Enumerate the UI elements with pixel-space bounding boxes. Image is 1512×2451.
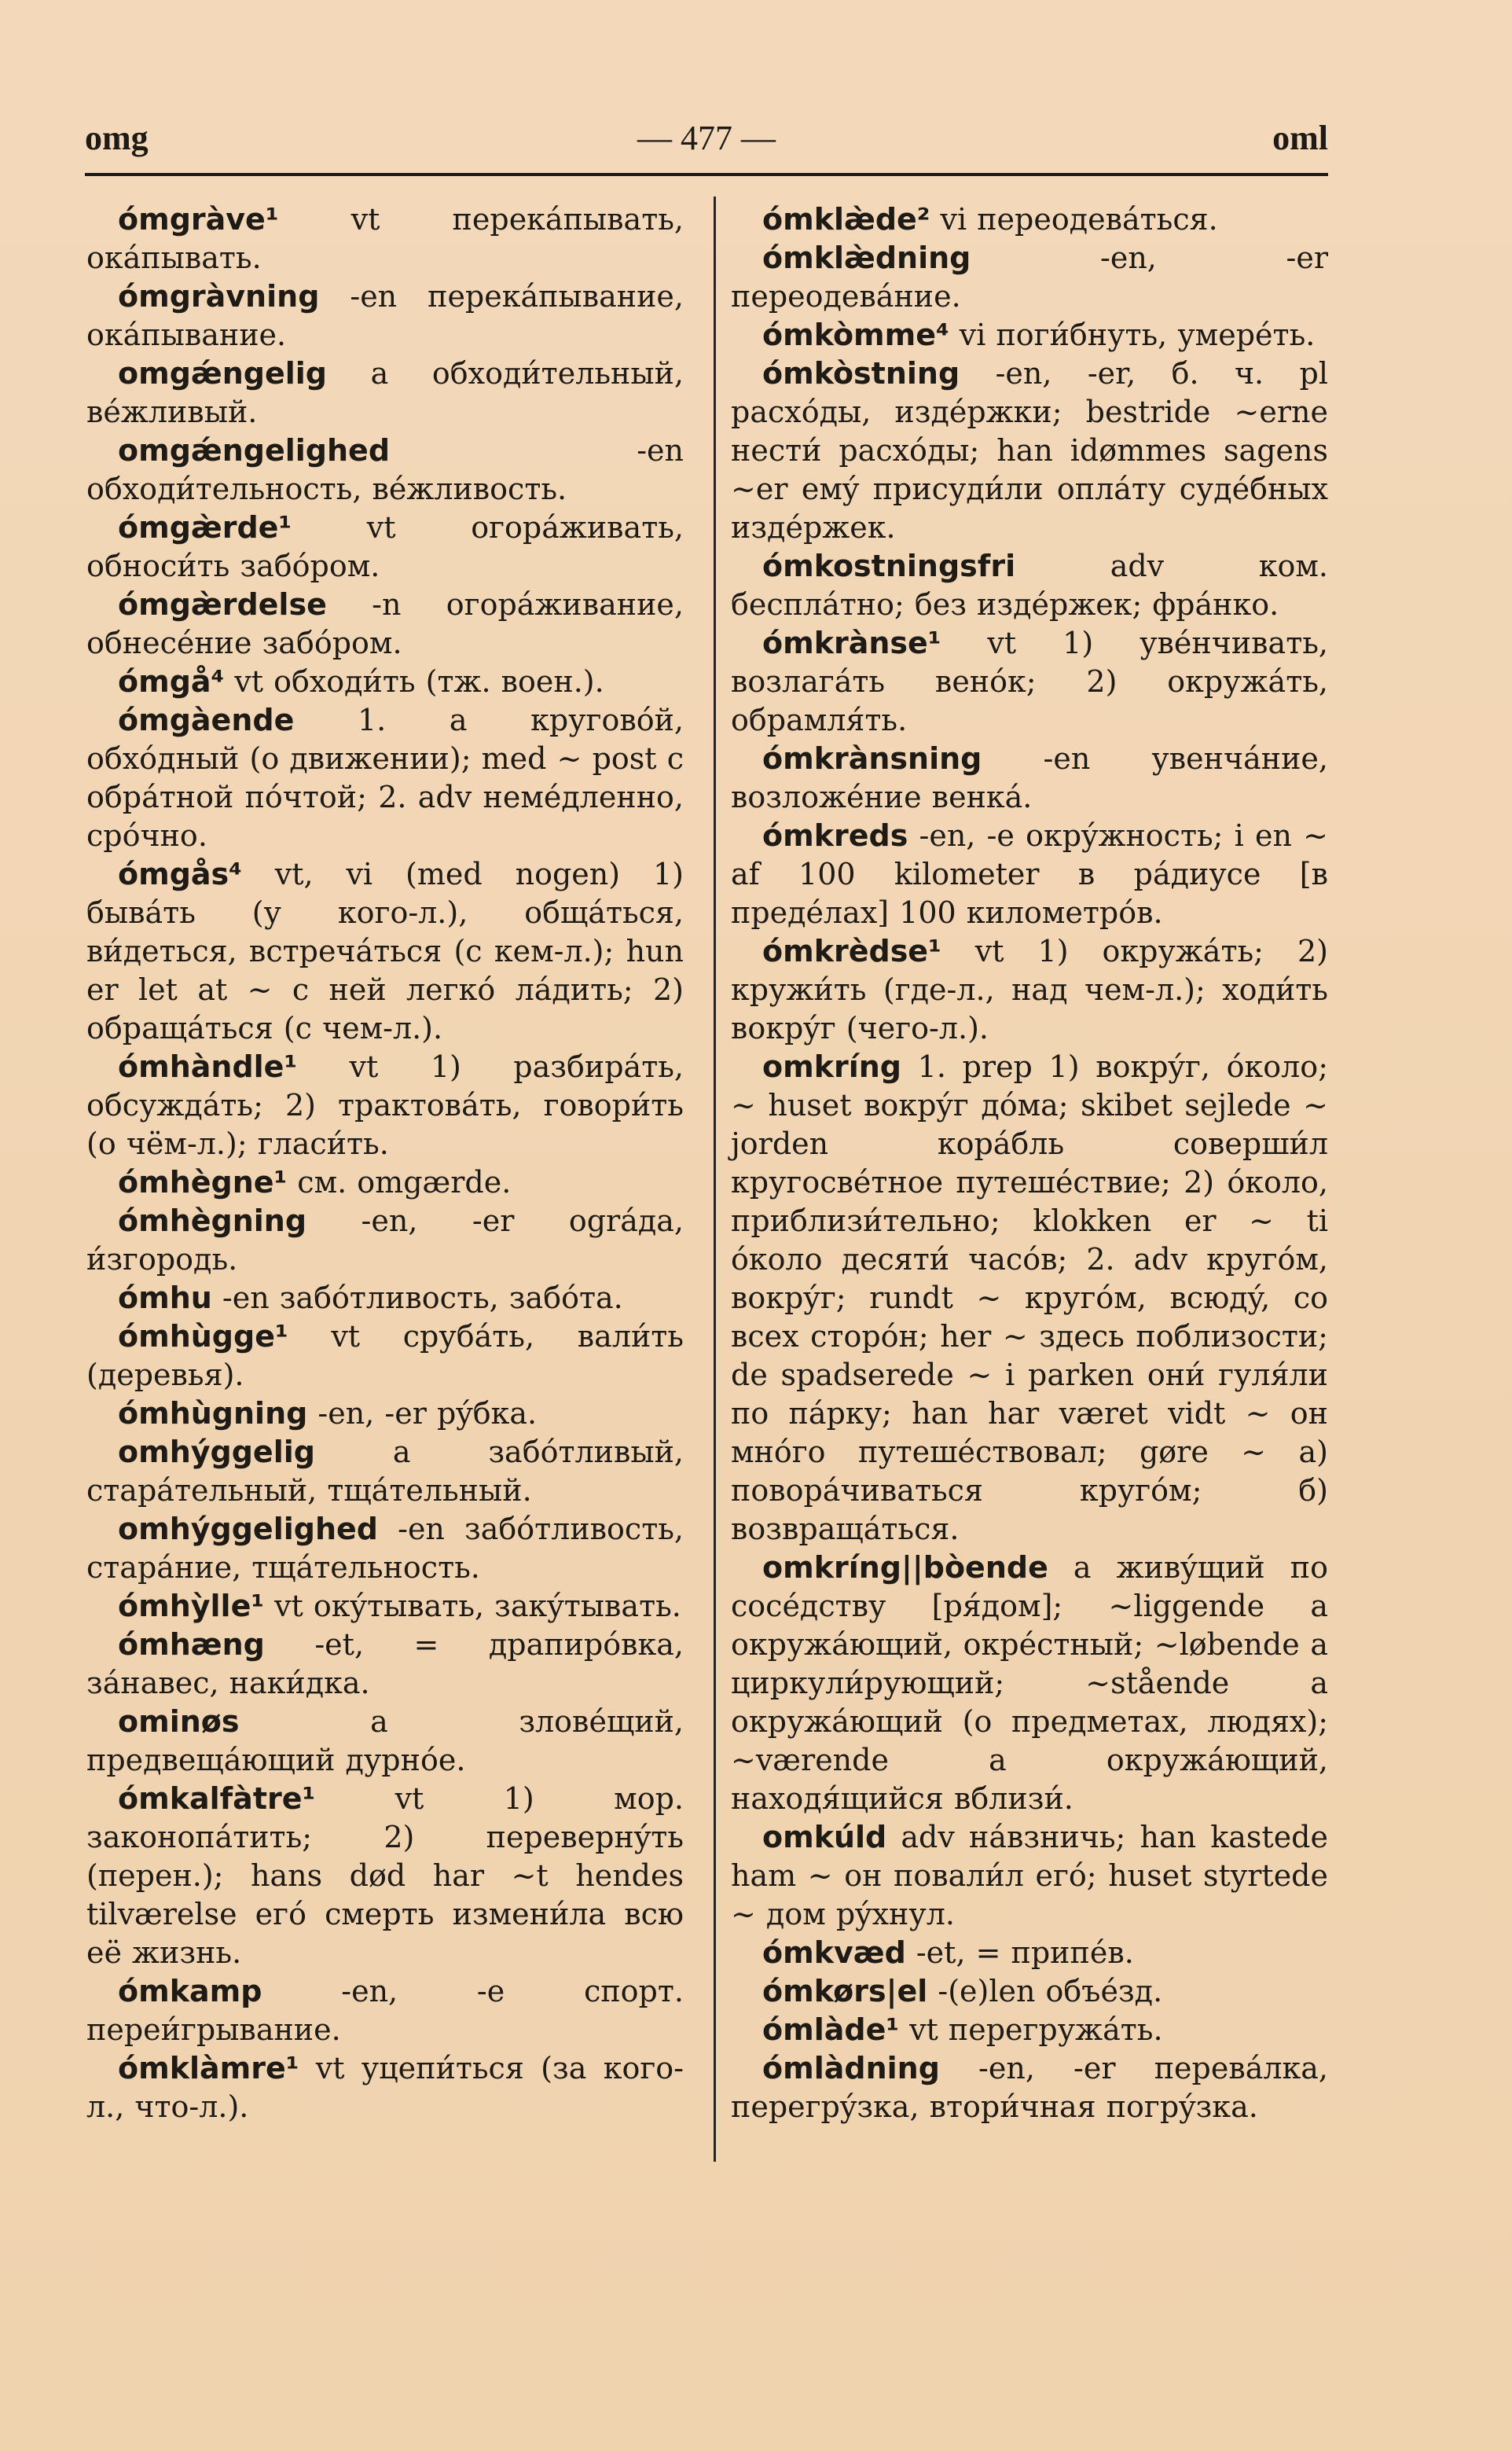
entry-headword: ómhègning: [118, 1203, 307, 1238]
entry-headword: ómkørs|el: [762, 1974, 928, 2008]
entry-definition: a обходи́тельный, вéжливый.: [86, 356, 684, 429]
entry-headword: ómhæng: [118, 1627, 265, 1662]
entry-definition: vi переодевáться.: [930, 202, 1218, 237]
entry-headword: ómkalfàtre¹: [118, 1781, 316, 1816]
entry-headword: ómkrànse¹: [762, 626, 941, 660]
dictionary-entry: [731, 624, 1328, 740]
dictionary-entry: [86, 1626, 684, 1703]
dictionary-entry: [86, 1279, 684, 1317]
entry-headword: ómkostningsfri: [762, 549, 1016, 583]
entry-headword: ómgæ̀rde¹: [118, 510, 292, 545]
dictionary-entry: [731, 1818, 1328, 1934]
entry-headword: ómkòmme⁴: [762, 318, 949, 352]
entry-definition: adv ком. бесплáтно; без издéржек; фрáнко.: [731, 549, 1328, 622]
entry-headword: ómkreds: [762, 818, 908, 853]
entry-headword: ómgràve¹: [118, 202, 279, 237]
entry-definition: -en увенчáние, возложéние венкá.: [731, 741, 1328, 814]
entry-definition: -en перекáпывание, окáпывание.: [86, 279, 684, 352]
entry-headword: omhýggelig: [118, 1435, 315, 1469]
dictionary-entry: [86, 855, 684, 1048]
dictionary-entry: [86, 1780, 684, 1972]
entry-definition: 1. prep 1) вокрýг, óколо; ~ huset вокрýг дóма; skibet sejlede ~ jorden корáбль соверши́л кругосвéтное путешéствие; 2) óколо, приблизи́тельно; klokken er ~ ti óколо десяти́ часóв; 2. adv кругóм, вокрýг; rundt ~ кругóм, всюдý, со всех сторóн; her ~ здесь поблизости; de spadserede ~ i parken они́ гуля́ли по пáрку; han har været vidt ~ он мнóго путешéствовал; gøre ~ а) поворáчиваться кругóм; б) возвращáться.: [731, 1049, 1328, 1546]
entry-definition: a забóтливый, старáтельный, тщáтельный.: [86, 1435, 684, 1508]
entry-headword: omgǽngelig: [118, 356, 327, 391]
dictionary-entry: [86, 586, 684, 663]
dictionary-entry: [731, 2049, 1328, 2126]
entry-definition: см. omgærde.: [287, 1165, 512, 1200]
dictionary-entry: [731, 1549, 1328, 1818]
entry-headword: ómkòstning: [762, 356, 960, 391]
entry-headword: ómhỳlle¹: [118, 1589, 264, 1623]
entry-definition: -en, -er рýбка.: [307, 1396, 538, 1431]
entry-headword: omkúld: [762, 1820, 887, 1854]
dictionary-entry: [86, 1202, 684, 1279]
entry-headword: ómhàndle¹: [118, 1049, 298, 1084]
entry-definition: -en забóтливость, старáние, тщáтельность.: [86, 1512, 684, 1585]
dictionary-entry: [86, 2049, 684, 2126]
dictionary-entry: [86, 432, 684, 509]
entry-headword: omkríng: [762, 1049, 901, 1084]
dictionary-entry: [86, 663, 684, 701]
entry-definition: vt срубáть, вали́ть (деревья).: [86, 1319, 684, 1392]
entry-definition: vt обходи́ть (тж. воен.).: [224, 664, 604, 699]
dictionary-entry: [86, 1587, 684, 1626]
entry-headword: ómklæ̀de²: [762, 202, 930, 237]
dictionary-entry: [731, 1048, 1328, 1549]
dictionary-entry: [86, 355, 684, 432]
entry-headword: ómlàde¹: [762, 2012, 899, 2047]
dictionary-entry: [731, 239, 1328, 316]
entry-headword: ómgå⁴: [118, 664, 225, 699]
entry-headword: ómklàmre¹: [118, 2051, 299, 2085]
entry-headword: ómhu: [118, 1281, 212, 1315]
entry-definition: -en, -er переодевáние.: [731, 241, 1328, 314]
dictionary-entry: [731, 2011, 1328, 2049]
entry-definition: -en забóтливость, забóта.: [211, 1281, 623, 1315]
entry-definition: -en, -er, б. ч. pl расхóды, издéржки; bestride ~erne нести́ расхóды; han idømmes sagens ~er емý присуди́ли оплáту судéбных издéржек.: [731, 356, 1328, 545]
entry-headword: ómkrèdse¹: [762, 934, 941, 968]
entry-definition: -en, -er ográда, и́згородь.: [86, 1203, 684, 1277]
dictionary-entry: [86, 1317, 684, 1395]
dictionary-entry: [86, 701, 684, 855]
dictionary-entry: [86, 1972, 684, 2049]
dictionary-entry: [731, 1972, 1328, 2011]
column-divider: [714, 197, 716, 2162]
entry-headword: ómgàende: [118, 703, 295, 737]
entry-definition: vt, vi (med nogen) 1) бывáть (у кого-л.), общáться, ви́деться, встречáться (с кем-л.); hun er let at ~ с ней легкó лáдить; 2) обращáться (с чем-л.).: [86, 857, 684, 1045]
dictionary-entry: [86, 1048, 684, 1163]
entry-definition: -n огорáживание, обнесéние забóром.: [86, 587, 684, 660]
dictionary-entry: [731, 932, 1328, 1048]
entry-definition: -en, -e окрýжность; i en ~ af 100 kilometer в рáдиусе [в предéлах] 100 километрóв.: [731, 818, 1328, 930]
entry-definition: vt 1) разбирáть, обсуждáть; 2) трактовáть, говори́ть (о чём-л.); гласи́ть.: [86, 1049, 684, 1161]
dictionary-entry: [86, 1510, 684, 1587]
entry-definition: -(e)len объéзд.: [927, 1974, 1163, 2008]
entry-definition: vt 1) мор. законопáтить; 2) перевернýть (перен.); hans død har ~t hendes tilværelse егó смерть измени́ла всю её жизнь.: [86, 1781, 684, 1970]
dictionary-entry: [86, 1433, 684, 1510]
entry-headword: omhýggelighed: [118, 1512, 378, 1546]
entry-headword: ómhùgge¹: [118, 1319, 288, 1354]
entry-headword: ómkrànsning: [762, 741, 982, 776]
entry-headword: ómgràvning: [118, 279, 320, 314]
dictionary-entry: [86, 1163, 684, 1202]
entry-definition: -en обходи́тельность, вéжливость.: [86, 433, 684, 506]
entry-definition: vi поги́бнуть, умерéть.: [949, 318, 1316, 352]
entry-headword: ómkamp: [118, 1974, 262, 2008]
dictionary-entry: [731, 200, 1328, 239]
dictionary-entry: [86, 277, 684, 355]
entry-headword: omgǽngelighed: [118, 433, 391, 468]
dictionary-entry: [731, 817, 1328, 932]
dictionary-entry: [86, 1703, 684, 1780]
entry-headword: ómhùgning: [118, 1396, 308, 1431]
entry-definition: -en, -e спорт. переи́грывание.: [86, 1974, 684, 2047]
dictionary-entry: [86, 1395, 684, 1433]
entry-definition: 1. a круговóй, обхóдный (о движении); med ~ post с обрáтной пóчтой; 2. adv немéдленно, срóчно.: [86, 703, 684, 853]
dictionary-entry: [731, 740, 1328, 817]
entry-definition: vt окýтывать, закýтывать.: [264, 1589, 681, 1623]
entry-headword: ominøs: [118, 1704, 240, 1739]
entry-headword: ómlàdning: [762, 2051, 940, 2085]
dictionary-entry: [731, 1934, 1328, 1972]
entry-definition: vt перекáпывать, окáпывать.: [86, 202, 684, 275]
right-guide-word: oml: [1272, 119, 1328, 157]
entry-definition: -et, = драпирóвка, зáнавес, наки́дка.: [86, 1627, 684, 1700]
dictionary-entry: [86, 200, 684, 277]
left-column: [86, 200, 684, 2126]
entry-headword: ómklæ̀dning: [762, 241, 971, 275]
left-guide-word: omg: [85, 119, 149, 157]
entry-headword: ómhègne¹: [118, 1165, 288, 1200]
page-header: [85, 118, 1328, 165]
entry-headword: ómkvæd: [762, 1935, 906, 1970]
entry-definition: a живýщий по сосéдству [ря́дом]; ~liggende a окружáющий, окрéстный; ~løbende a циркули́рующий; ~stående a окружáющий (о предметах, людях); ~værende a окружáющий, находя́щийся вблизи́.: [731, 1550, 1328, 1816]
entry-definition: -en, -er перевáлка, перегрýзка, втори́чная погрýзка.: [731, 2051, 1328, 2124]
entry-definition: vt уцепи́ться (за кого-л., что-л.).: [86, 2051, 684, 2124]
entry-headword: omkríng||bòende: [762, 1550, 1048, 1585]
entry-headword: ómgæ̀rdelse: [118, 587, 327, 622]
dictionary-entry: [731, 316, 1328, 355]
entry-definition: vt перегружáть.: [899, 2012, 1163, 2047]
dictionary-entry: [731, 355, 1328, 547]
entry-definition: vt огорáживать, обноси́ть забóром.: [86, 510, 684, 583]
page-number: — 477 —: [637, 119, 776, 157]
entry-definition: vt 1) окружáть; 2) кружи́ть (где-л., над чем-л.); ходи́ть вокрýг (чего-л.).: [731, 934, 1328, 1045]
entry-definition: adv нáвзничь; han kastede ham ~ он повали́л егó; huset styrtede ~ дом рýхнул.: [731, 1820, 1328, 1931]
header-rule: [85, 173, 1328, 176]
entry-definition: vt 1) увéнчивать, возлагáть венóк; 2) окружáть, обрамля́ть.: [731, 626, 1328, 737]
dictionary-entry: [86, 509, 684, 586]
dictionary-entry: [731, 547, 1328, 624]
right-column: [731, 200, 1328, 2126]
entry-definition: -et, = припéв.: [905, 1935, 1134, 1970]
entry-definition: a зловéщий, предвещáющий дурнóе.: [86, 1704, 684, 1777]
entry-headword: ómgås⁴: [118, 857, 242, 891]
